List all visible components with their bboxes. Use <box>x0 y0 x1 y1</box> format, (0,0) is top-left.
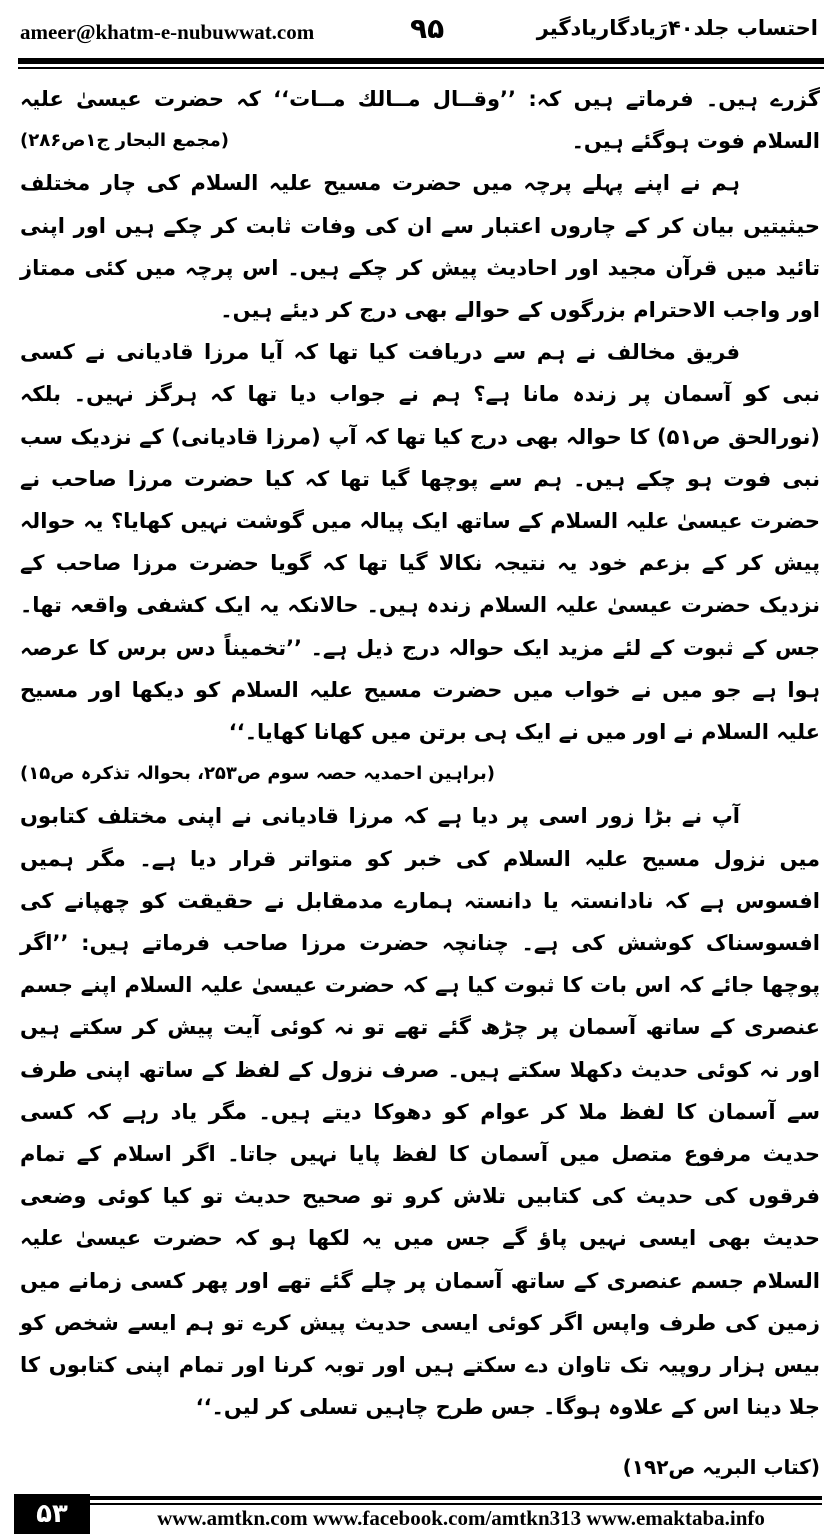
paragraph-2: ہم نے اپنے پہلے پرچہ میں حضرت مسیح علیہ السلام کی چار مختلف حیثیتیں بیان کر کے چاروں اعتبار سے ان کی وفات ثابت کر چکے ہیں اور اپنی تائید میں قرآن مجید اور احادیث پیش کر چکے ہیں۔ اس پرچہ میں کئی ممتاز اور واجب الاحترام بزرگوں کے حوالے بھی درج کر دیئے ہیں۔ <box>20 171 820 323</box>
paragraph-1-text: گزرے ہیں۔ فرماتے ہیں کہ: ’’وقــال مــالك مــات‘‘ کہ حضرت عیسیٰ علیہ السلام فوت ہوگئے ہیں۔ <box>20 87 820 154</box>
body-text <box>20 78 820 1429</box>
footer-rule-thin <box>90 1503 822 1505</box>
header-page-number: ۹۵ <box>410 12 445 45</box>
footer-rule-thick <box>90 1496 822 1500</box>
paragraph-4: آپ نے بڑا زور اسی پر دیا ہے کہ مرزا قادیانی نے اپنی مختلف کتابوں میں نزول مسیح علیہ السلام کی خبر کو متواتر قرار دیا ہے۔ مگر ہمیں افسوس ہے کہ نادانستہ یا دانستہ ہمارے مدمقابل نے حقیقت کو چھپانے کی افسوسناک کوشش کی ہے۔ چنانچہ حضرت مرزا صاحب فرماتے ہیں: ’’اگر پوچھا جائے کہ اس بات کا ثبوت کیا ہے کہ حضرت عیسیٰ علیہ السلام اپنے جسم عنصری کے ساتھ آسمان پر چڑھ گئے تھے تو نہ کوئی آیت پیش کر سکتے ہیں اور نہ کوئی حدیث دکھلا سکتے ہیں۔ صرف نزول کے لفظ کے ساتھ اپنی طرف سے آسمان کا لفظ ملا کر عوام کو دھوکا دیتے ہیں۔ مگر یاد رہے کہ کسی حدیث مرفوع متصل میں آسمان کا لفظ پایا نہیں جاتا۔ اگر اسلام کے تمام فرقوں کی حدیث کی کتابیں تلاش کرو تو صحیح حدیث تو کیا کوئی وضعی حدیث بھی ایسی نہیں پاؤ گے جس میں یہ لکھا ہو کہ حضرت عیسیٰ علیہ السلام جسم عنصری کے ساتھ آسمان پر چلے گئے تھے اور پھر کسی زمانے میں زمین کی طرف واپس اگر کوئی ایسی حدیث پیش کرے تو ہم ایسے شخص کو بیس ہزار روپیہ تک تاوان دے سکتے ہیں اور توبہ کرنا اور تمام اپنی کتابوں کا جلا دینا اس کے علاوہ ہوگا۔ جس طرح چاہیں تسلی کر لیں۔‘‘ <box>20 804 820 1420</box>
closing-reference: (کتاب البریہ ص۱۹۲) <box>622 1455 820 1479</box>
paragraph-3 <box>20 331 820 795</box>
paragraph-1 <box>20 78 820 162</box>
paragraph-1-reference: (مجمع البحار ج۱ص۲۸۶) <box>20 130 230 152</box>
page-footer <box>0 1492 840 1540</box>
header-rule-thin <box>18 67 824 69</box>
page-header <box>0 0 840 66</box>
header-rule-thick <box>18 58 824 64</box>
header-email: ameer@khatm-e-nubuwwat.com <box>20 20 315 44</box>
footer-page-number: ۵۳ <box>14 1494 90 1534</box>
paragraph-3-text: فریق مخالف نے ہم سے دریافت کیا تھا کہ آیا مرزا قادیانی نے کسی نبی کو آسمان پر زندہ مانا ہے؟ ہم نے جواب دیا تھا کہ ہرگز نہیں۔ بلکہ (نورالحق ص۵۱) کا حوالہ بھی درج کیا تھا کہ آپ (مرزا قادیانی) کے نزدیک سب نبی فوت ہو چکے ہیں۔ ہم سے پوچھا گیا تھا کہ کیا حضرت مرزا صاحب نے حضرت عیسیٰ علیہ السلام کے ساتھ ایک پیالہ میں گوشت نہیں کھایا؟ یہ حوالہ پیش کر کے بزعم خود یہ نتیجہ نکالا گیا تھا کہ گویا حضرت مرزا صاحب کے نزدیک حضرت عیسیٰ علیہ السلام زندہ ہیں۔ حالانکہ یہ ایک کشفی واقعہ تھا۔ جس کے ثبوت کے لئے مزید ایک حوالہ درج ذیل ہے۔ ’’تخمیناً دس برس کا عرصہ ہوا ہے جو میں نے خواب میں حضرت مسیح علیہ السلام کو دیکھا اور مسیح علیہ السلام نے اور میں نے ایک ہی برتن میں کھانا کھایا۔‘‘ <box>20 340 820 745</box>
footer-links: www.amtkn.com www.facebook.com/amtkn313 www.emaktaba.info <box>157 1506 765 1530</box>
header-book-title: احتساب جلد۴۰رَیادگاریادگیر <box>536 16 818 40</box>
paragraph-3-reference: (براہین احمدیہ حصہ سوم ص۲۵۳، بحوالہ تذکرہ ص۱۵) <box>20 763 495 785</box>
